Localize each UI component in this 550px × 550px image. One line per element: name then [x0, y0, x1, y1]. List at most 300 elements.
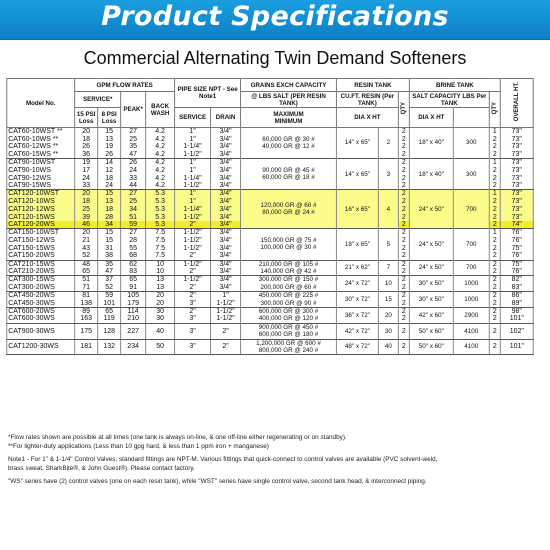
table-cell: 5.3	[146, 213, 175, 221]
table-cell: 2	[398, 339, 409, 355]
table-cell-merged: 30" x 72"	[336, 292, 378, 308]
table-cell-merged: 700	[453, 260, 489, 276]
grains-capacity-line: 200,000 GR @ 60 #	[260, 283, 317, 291]
table-cell: CAT60-12WS **	[7, 143, 75, 151]
table-cell-merged: 14" x 65"	[336, 159, 378, 190]
table-cell: 35	[98, 260, 121, 268]
table-cell: 1-1/2"	[175, 244, 211, 252]
table-cell: 3/4"	[211, 198, 241, 206]
table-cell: 2	[398, 182, 409, 190]
header-pipe: PIPE SIZE NPT - See Note1	[175, 79, 241, 108]
table-cell: 3/4"	[211, 166, 241, 174]
table-cell-merged	[241, 276, 337, 292]
grains-capacity-line: 90,000 GR @ 45 #	[262, 166, 315, 174]
table-cell-merged: 300	[453, 128, 489, 159]
table-cell: 5.3	[146, 221, 175, 229]
table-cell: 2	[489, 315, 500, 323]
table-cell: 1-1/4"	[175, 174, 211, 182]
table-cell: 73"	[500, 190, 533, 198]
table-cell: 3/4"	[211, 284, 241, 292]
table-cell: 4.2	[146, 151, 175, 159]
table-cell: 2	[489, 205, 500, 213]
table-cell: 27	[121, 190, 146, 198]
table-cell: 3/4"	[211, 244, 241, 252]
table-cell: 76"	[500, 268, 533, 276]
table-cell: 13	[146, 284, 175, 292]
table-cell-merged: 20	[378, 307, 398, 323]
grains-capacity-line: 60,000 GR @ 18 #	[262, 174, 315, 182]
table-cell: 2	[489, 252, 500, 260]
table-cell: 7.5	[146, 244, 175, 252]
table-cell: 18	[75, 135, 98, 143]
header-15psi: 15 PSI Loss	[75, 108, 98, 128]
table-cell: 25	[75, 205, 98, 213]
table-cell: 81	[75, 292, 98, 300]
table-cell: 30	[146, 307, 175, 315]
table-cell: 50	[146, 339, 175, 355]
table-cell: 119	[98, 315, 121, 323]
table-cell: CAT900-30WS	[7, 323, 75, 339]
table-cell: 28	[121, 237, 146, 245]
table-cell: 2	[489, 260, 500, 268]
table-cell: 5.3	[146, 198, 175, 206]
table-cell: 1"	[175, 159, 211, 167]
grains-capacity-line: 140,000 GR @ 42 #	[260, 267, 317, 275]
table-cell: CAT120-20WS	[7, 221, 75, 229]
table-cell: 2	[489, 221, 500, 229]
table-cell: 1-1/2"	[211, 300, 241, 308]
table-cell: 44	[121, 182, 146, 190]
table-cell-merged: 2900	[453, 307, 489, 323]
header-overall	[500, 79, 533, 128]
table-cell: CAT300-20WS	[7, 284, 75, 292]
table-cell: 76"	[500, 229, 533, 237]
table-cell: 1"	[175, 166, 211, 174]
grains-capacity-line: 900,000 GR @ 450 #	[258, 323, 319, 331]
table-cell: 20	[75, 128, 98, 136]
table-cell: 73"	[500, 143, 533, 151]
table-cell: 2	[489, 174, 500, 182]
table-cell: 181	[75, 339, 98, 355]
table-cell: 2	[489, 182, 500, 190]
table-cell: CAT150-10WST	[7, 229, 75, 237]
spec-table	[6, 78, 534, 355]
table-cell: 2	[398, 244, 409, 252]
footnote-line: *Flow rates shown are possible at all times (one tank is always on-line, & one off-line either regenerating or on standby).	[8, 434, 347, 441]
table-cell-merged: 2	[378, 128, 398, 159]
table-cell-merged: 18" x 65"	[336, 229, 378, 260]
table-cell: CAT150-15WS	[7, 244, 75, 252]
table-cell: 59	[98, 292, 121, 300]
table-cell: 2	[398, 276, 409, 284]
table-cell: 101"	[500, 339, 533, 355]
table-cell-merged: 18" x 40"	[409, 159, 453, 190]
table-cell: 2	[489, 244, 500, 252]
table-cell: 4.2	[146, 159, 175, 167]
header-brine-sub: SALT CAPACITY LBS Per TANK	[409, 92, 489, 108]
table-cell: 128	[98, 323, 121, 339]
table-cell-merged: 50" x 60"	[409, 323, 453, 339]
table-cell: 2	[489, 307, 500, 315]
table-cell: 2	[398, 229, 409, 237]
table-cell: 210	[121, 315, 146, 323]
table-cell: 26	[121, 159, 146, 167]
table-cell-merged: 14" x 65"	[336, 128, 378, 159]
table-cell: 1"	[175, 190, 211, 198]
table-cell: CAT120-15WS	[7, 213, 75, 221]
table-cell: 55	[121, 244, 146, 252]
table-cell: CAT450-20WS	[7, 292, 75, 300]
table-cell: 1-1/2"	[175, 229, 211, 237]
table-cell-merged	[241, 260, 337, 276]
table-cell: 3/4"	[211, 237, 241, 245]
table-cell-merged: 24" x 50"	[409, 190, 453, 229]
table-row	[7, 159, 534, 167]
table-cell: 82"	[500, 276, 533, 284]
table-cell: 2	[489, 339, 500, 355]
table-cell: 4.2	[146, 174, 175, 182]
header-backwash: BACK WASH	[146, 92, 175, 128]
table-cell: 20	[75, 190, 98, 198]
table-row	[7, 307, 534, 315]
table-cell: 2	[489, 292, 500, 300]
table-cell: 1	[489, 190, 500, 198]
table-cell: 73"	[500, 205, 533, 213]
table-cell: 2	[398, 190, 409, 198]
table-cell: 179	[121, 300, 146, 308]
table-cell: 73"	[500, 151, 533, 159]
table-cell: 43	[75, 244, 98, 252]
table-cell: 4.2	[146, 166, 175, 174]
table-cell: 89	[75, 307, 98, 315]
table-cell: 2	[489, 284, 500, 292]
grains-capacity-line: 1,200,000 GR @ 600 #	[256, 339, 321, 347]
table-cell-merged: 21" x 62"	[336, 260, 378, 276]
title-banner	[0, 0, 550, 40]
table-cell: 1-1/2"	[175, 182, 211, 190]
table-cell: 3"	[175, 323, 211, 339]
table-row	[7, 323, 534, 339]
table-cell: 2	[398, 300, 409, 308]
table-cell: 2	[398, 260, 409, 268]
table-cell: 73"	[500, 174, 533, 182]
table-cell: 89"	[500, 300, 533, 308]
table-cell: CAT150-12WS	[7, 237, 75, 245]
header-brine-qty-label: QTY	[491, 102, 498, 115]
grains-capacity-line: 40,000 GR @ 12 #	[262, 143, 315, 151]
table-cell: 26	[75, 143, 98, 151]
table-cell: 3/4"	[211, 143, 241, 151]
table-cell: 1	[489, 229, 500, 237]
table-cell: 76"	[500, 237, 533, 245]
footnote-line: Note1 - For 1" & 1-1/4" Control Valves, standard fittings are NPT-M. Various fittings that quick-connect to control valves are available (PVC solvent-weld,	[8, 456, 438, 464]
grains-capacity-line: 600,000 GR @ 300 #	[258, 307, 319, 315]
table-cell: 65	[75, 268, 98, 276]
table-cell: 163	[75, 315, 98, 323]
footnote-line: **For lighter-duty applications (Less than 10 gpg hard, & less than 1 ppm iron + manganese)	[8, 442, 269, 450]
table-cell: 3/4"	[211, 252, 241, 260]
header-pipe-service: SERVICE	[175, 108, 211, 128]
table-cell: 37	[98, 276, 121, 284]
table-cell: 33	[75, 182, 98, 190]
table-cell: 2"	[211, 339, 241, 355]
grains-capacity-line: 300,000 GR @ 90 #	[260, 299, 317, 307]
table-cell: 2	[489, 166, 500, 174]
grains-capacity-line: 800,000 GR @ 240 #	[258, 347, 319, 355]
table-cell-merged: 30" x 50"	[409, 292, 453, 308]
table-cell: 2	[398, 198, 409, 206]
table-cell: 24	[121, 166, 146, 174]
table-cell: 33	[121, 174, 146, 182]
table-cell: 1"	[211, 292, 241, 300]
table-cell: 2	[489, 300, 500, 308]
table-cell: 47	[98, 268, 121, 276]
table-cell: 2"	[175, 307, 211, 315]
table-cell: 3/4"	[211, 276, 241, 284]
header-resin-qty-label: QTY	[400, 102, 407, 115]
table-cell-merged	[241, 307, 337, 323]
table-cell: 4.2	[146, 182, 175, 190]
table-cell: 1"	[175, 135, 211, 143]
table-cell: 2	[398, 252, 409, 260]
table-cell-merged: 7	[378, 260, 398, 276]
table-cell: 2	[398, 323, 409, 339]
table-cell: 2	[398, 143, 409, 151]
table-cell: 35	[121, 143, 146, 151]
table-cell: 138	[75, 300, 98, 308]
table-cell: 2"	[175, 292, 211, 300]
table-cell-merged: 15	[378, 292, 398, 308]
table-cell-merged	[241, 190, 337, 229]
table-cell-merged: 24" x 72"	[336, 276, 378, 292]
table-cell: 3/4"	[211, 229, 241, 237]
grains-capacity-line: 120,000 GR @ 60 #	[260, 201, 317, 209]
table-cell: 234	[121, 339, 146, 355]
table-cell: 2	[398, 205, 409, 213]
table-cell: CAT60-10WST **	[7, 128, 75, 136]
table-cell: 13	[146, 276, 175, 284]
table-cell: 14	[98, 159, 121, 167]
table-cell: 68	[121, 252, 146, 260]
table-cell: 31	[98, 244, 121, 252]
header-resin-qty	[398, 92, 409, 128]
table-row	[7, 276, 534, 284]
table-cell: 132	[98, 339, 121, 355]
table-cell: 2	[398, 174, 409, 182]
table-cell: 2	[398, 166, 409, 174]
header-grains-sub: @ LBS SALT (PER RESIN TANK)	[241, 92, 337, 108]
table-cell: 5.3	[146, 205, 175, 213]
page-title: Product Specifications	[101, 1, 449, 32]
table-cell: 52	[75, 252, 98, 260]
table-cell: 20	[75, 229, 98, 237]
header-8psi: 8 PSI Loss	[98, 108, 121, 128]
table-cell: 98"	[500, 307, 533, 315]
grains-capacity-line: 150,000 GR @ 75 #	[260, 237, 317, 245]
table-cell: 1	[489, 159, 500, 167]
page-subtitle: Commercial Alternating Twin Demand Softeners	[83, 48, 467, 68]
table-cell: 4.2	[146, 135, 175, 143]
table-cell: 3/4"	[211, 213, 241, 221]
table-cell: 12	[98, 166, 121, 174]
table-cell: 2	[489, 151, 500, 159]
table-cell: 25	[121, 135, 146, 143]
table-cell-merged: 700	[453, 229, 489, 260]
grains-capacity-line: 80,000 GR @ 24 #	[262, 209, 315, 217]
table-cell: 7.5	[146, 252, 175, 260]
table-cell-merged: 1000	[453, 276, 489, 292]
table-cell-merged: 4100	[453, 339, 489, 355]
header-grains-max: MAXIMUM	[273, 110, 304, 118]
table-cell: 39	[75, 213, 98, 221]
table-cell-merged: 700	[453, 190, 489, 229]
table-cell: 1-1/2"	[211, 315, 241, 323]
table-cell: 175	[75, 323, 98, 339]
table-cell: 3"	[175, 315, 211, 323]
table-cell: 15	[98, 229, 121, 237]
table-row	[7, 339, 534, 355]
table-cell-merged: 24" x 50"	[409, 260, 453, 276]
table-cell-merged: 48" x 72"	[336, 339, 378, 355]
table-cell: 15	[98, 190, 121, 198]
table-cell: CAT90-12WS	[7, 174, 75, 182]
table-cell: 71	[75, 284, 98, 292]
table-cell: CAT210-15WS	[7, 260, 75, 268]
table-cell: 73"	[500, 213, 533, 221]
table-cell: 73"	[500, 166, 533, 174]
table-cell: 18	[98, 205, 121, 213]
table-cell: 1	[489, 128, 500, 136]
table-cell: 26	[98, 151, 121, 159]
table-cell: CAT1200-30WS	[7, 339, 75, 355]
table-cell: 2	[489, 213, 500, 221]
grains-capacity-line: 210,000 GR @ 105 #	[258, 260, 319, 268]
table-cell: 2	[489, 198, 500, 206]
table-cell: 65	[121, 276, 146, 284]
table-cell: 7.5	[146, 229, 175, 237]
table-cell: 73"	[500, 159, 533, 167]
table-cell: 2"	[175, 268, 211, 276]
table-cell: 24	[75, 174, 98, 182]
table-cell-merged: 18" x 40"	[409, 128, 453, 159]
table-cell: 2"	[175, 252, 211, 260]
table-cell: 75"	[500, 244, 533, 252]
table-cell: 2	[489, 135, 500, 143]
table-cell: CAT120-10WS	[7, 198, 75, 206]
grains-capacity-line: 100,000 GR @ 30 #	[260, 244, 317, 252]
table-cell: 1"	[175, 198, 211, 206]
table-cell: 4.2	[146, 143, 175, 151]
table-cell: 1-1/4"	[175, 205, 211, 213]
table-cell: 51	[121, 213, 146, 221]
table-cell-merged: 3	[378, 159, 398, 190]
table-cell: 76"	[500, 252, 533, 260]
header-brine: BRINE TANK	[409, 79, 500, 92]
table-cell: 2	[398, 284, 409, 292]
table-cell: 5.3	[146, 190, 175, 198]
table-cell: CAT450-30WS	[7, 300, 75, 308]
table-cell: CAT120-12WS	[7, 205, 75, 213]
table-cell-merged: 36" x 72"	[336, 307, 378, 323]
grains-capacity-line: 300,000 GR @ 150 #	[258, 276, 319, 284]
table-cell: 1-1/2"	[175, 151, 211, 159]
table-cell-merged	[241, 159, 337, 190]
table-cell: CAT120-10WST	[7, 190, 75, 198]
table-cell: 2	[398, 292, 409, 300]
table-cell: 3/4"	[211, 190, 241, 198]
table-cell: 3/4"	[211, 268, 241, 276]
table-cell: CAT150-20WS	[7, 252, 75, 260]
table-cell: 2	[398, 151, 409, 159]
spec-table-container	[6, 78, 533, 355]
table-cell-merged: 42" x 60"	[409, 307, 453, 323]
header-drain: DRAIN	[211, 108, 241, 128]
table-cell: 19	[75, 159, 98, 167]
table-cell: 1-1/4"	[175, 143, 211, 151]
table-cell: 2	[489, 237, 500, 245]
table-cell: 3"	[175, 300, 211, 308]
table-cell: 91	[121, 284, 146, 292]
table-cell: 3/4"	[211, 151, 241, 159]
table-cell: 73"	[500, 128, 533, 136]
header-grains: GRAINS EXCH CAPACITY	[241, 79, 337, 92]
table-cell-merged: 1000	[453, 292, 489, 308]
table-cell: 2	[398, 128, 409, 136]
table-cell-merged: 30	[378, 323, 398, 339]
table-cell: 2	[489, 276, 500, 284]
table-cell: 105	[121, 292, 146, 300]
footnote-line: brass sweat, SharkBite®, & John Guest®). Please contact factory.	[8, 464, 195, 472]
table-cell: 24	[98, 182, 121, 190]
table-cell: 13	[98, 198, 121, 206]
table-cell: 2	[398, 268, 409, 276]
table-cell: CAT90-10WS	[7, 166, 75, 174]
table-cell: 30	[146, 315, 175, 323]
table-cell: 83"	[500, 284, 533, 292]
header-overall-label: OVERALL HT.	[513, 82, 520, 122]
table-cell-merged: 40	[378, 339, 398, 355]
table-cell: 52	[98, 284, 121, 292]
table-cell: 3/4"	[211, 205, 241, 213]
table-cell: 1"	[175, 128, 211, 136]
table-cell: 227	[121, 323, 146, 339]
table-cell: 75"	[500, 260, 533, 268]
table-cell: 17	[75, 166, 98, 174]
table-cell: 3/4"	[211, 174, 241, 182]
table-cell: 59	[121, 221, 146, 229]
table-cell: 3"	[175, 339, 211, 355]
table-cell: 2"	[175, 221, 211, 229]
table-cell: 46	[75, 221, 98, 229]
grains-capacity-line: 600,000 GR @ 180 #	[258, 331, 319, 339]
table-cell: 10	[146, 268, 175, 276]
table-cell: 114	[121, 307, 146, 315]
table-cell: 18	[98, 174, 121, 182]
table-cell: 34	[98, 221, 121, 229]
table-cell: 101	[98, 300, 121, 308]
header-gpm: GPM FLOW RATES	[75, 79, 175, 92]
table-cell: 1-1/2"	[175, 276, 211, 284]
table-cell: 74"	[500, 221, 533, 229]
table-cell-merged: 42" x 72"	[336, 323, 378, 339]
table-cell: 65	[98, 307, 121, 315]
table-cell-merged: 30" x 50"	[409, 276, 453, 292]
table-cell: 3/4"	[211, 182, 241, 190]
table-cell: 48	[75, 260, 98, 268]
table-cell-merged: 50" x 60"	[409, 339, 453, 355]
table-cell: 20	[146, 300, 175, 308]
table-cell: 28	[98, 213, 121, 221]
